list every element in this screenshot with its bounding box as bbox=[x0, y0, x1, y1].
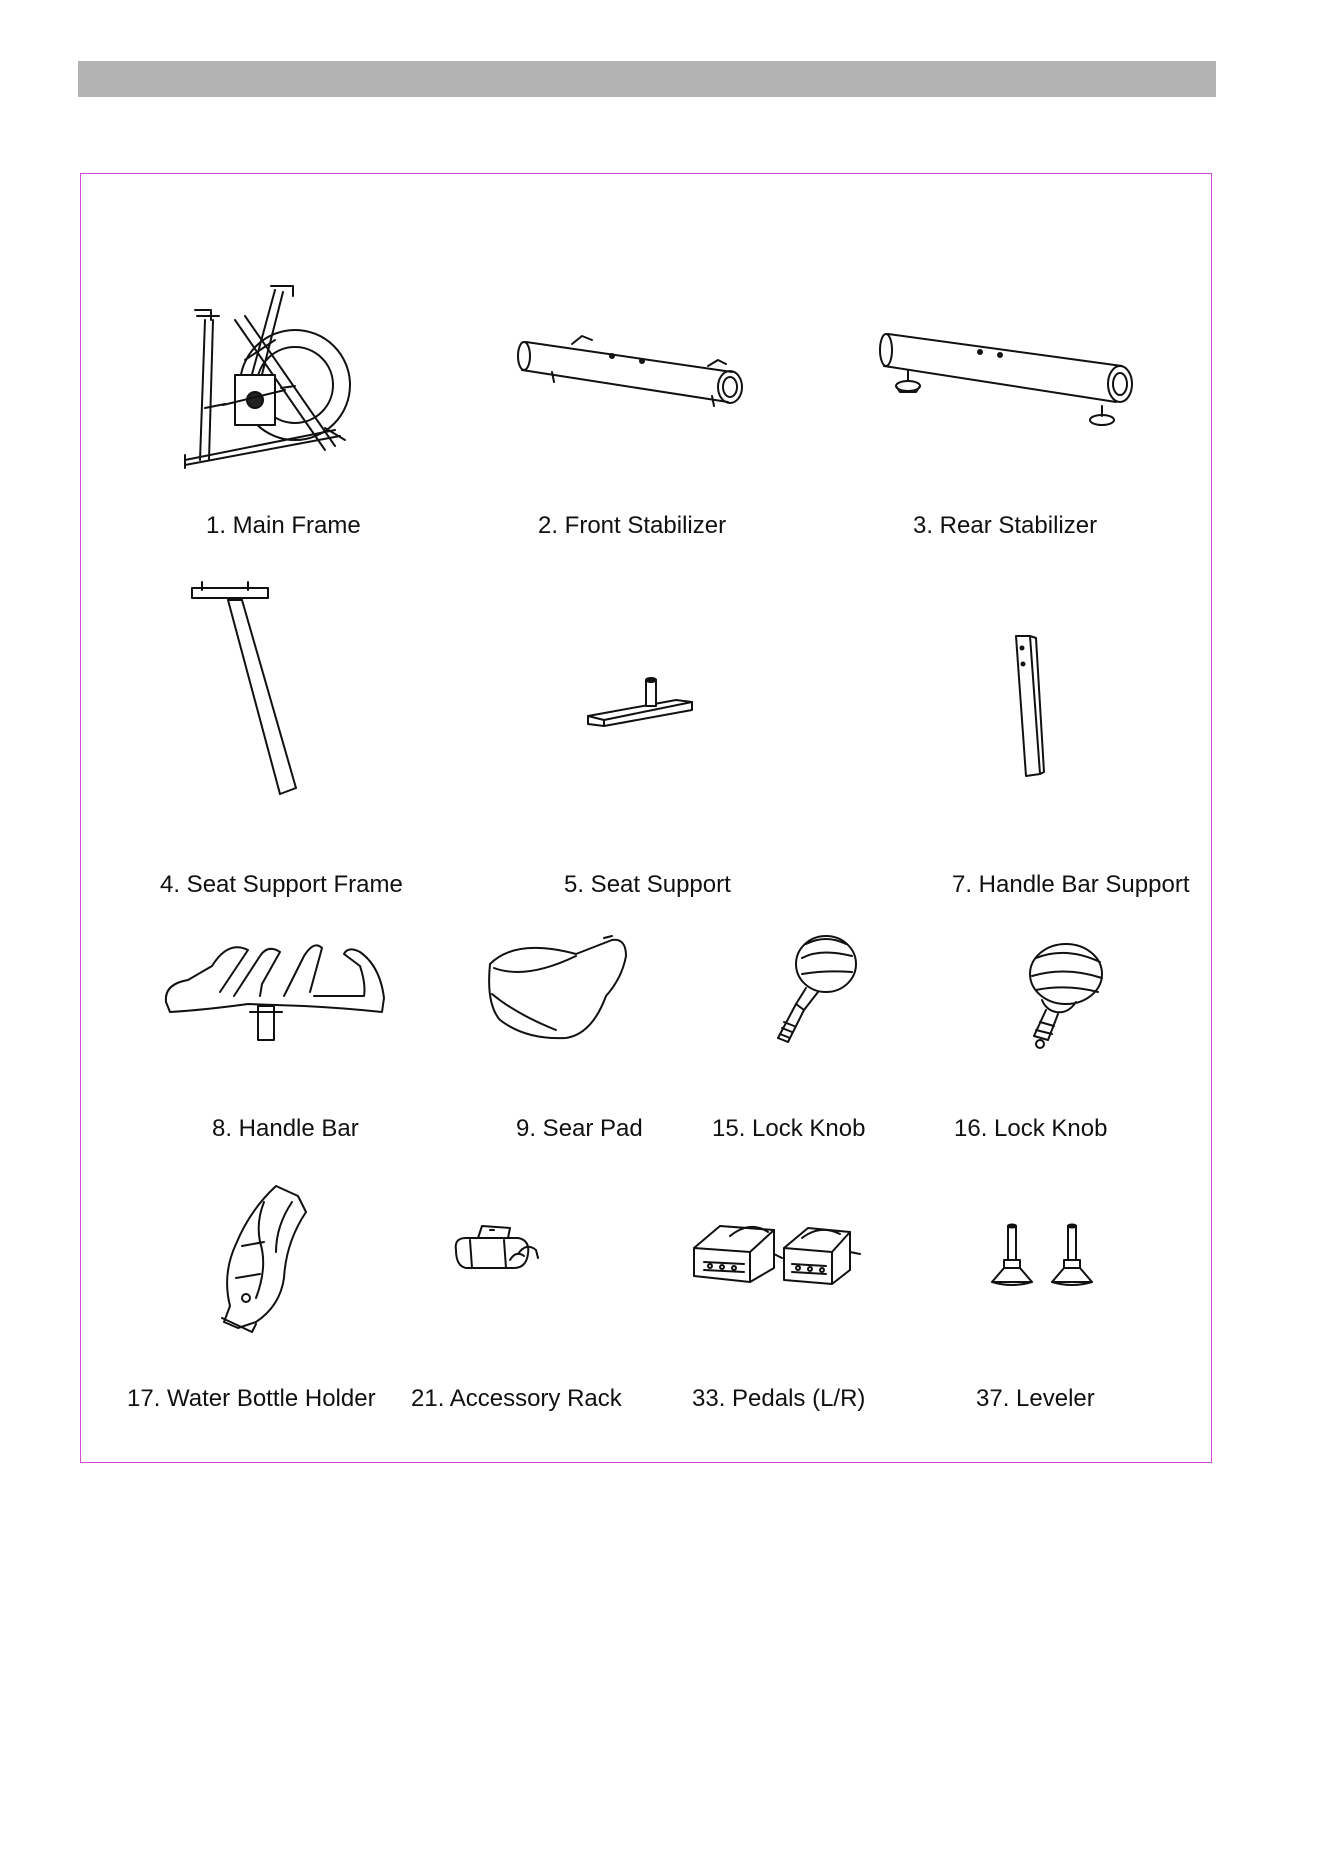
part-label: 5. Seat Support bbox=[564, 871, 731, 898]
seat-pad-icon bbox=[486, 934, 630, 1044]
part-label: 17. Water Bottle Holder bbox=[127, 1385, 376, 1412]
handle-bar-icon bbox=[164, 936, 394, 1046]
part-label: 4. Seat Support Frame bbox=[160, 871, 403, 898]
part-label: 15. Lock Knob bbox=[712, 1115, 866, 1142]
part-label: 37. Leveler bbox=[976, 1385, 1095, 1412]
part-label: 9. Sear Pad bbox=[516, 1115, 643, 1142]
accessory-rack-icon bbox=[452, 1224, 542, 1280]
leveler-icon bbox=[988, 1222, 1100, 1288]
seat-support-icon bbox=[586, 676, 696, 726]
part-label: 33. Pedals (L/R) bbox=[692, 1385, 866, 1412]
lock-knob-icon bbox=[1006, 940, 1110, 1050]
part-label: 2. Front Stabilizer bbox=[538, 512, 727, 539]
part-label: 8. Handle Bar bbox=[212, 1115, 359, 1142]
lock-knob-icon bbox=[760, 930, 866, 1046]
front-stabilizer-icon bbox=[512, 332, 752, 412]
rear-stabilizer-icon bbox=[880, 330, 1140, 425]
part-label: 7. Handle Bar Support bbox=[952, 871, 1190, 898]
part-label: 1. Main Frame bbox=[206, 512, 361, 539]
handle-bar-support-icon bbox=[1010, 634, 1050, 780]
part-label: 21. Accessory Rack bbox=[411, 1385, 622, 1412]
header-bar bbox=[78, 61, 1216, 97]
part-label: 16. Lock Knob bbox=[954, 1115, 1108, 1142]
pedals-icon bbox=[690, 1218, 862, 1298]
part-label: 3. Rear Stabilizer bbox=[913, 512, 1098, 539]
main-frame-icon bbox=[175, 280, 375, 470]
water-bottle-holder-icon bbox=[216, 1182, 322, 1334]
seat-support-frame-icon bbox=[188, 582, 318, 802]
